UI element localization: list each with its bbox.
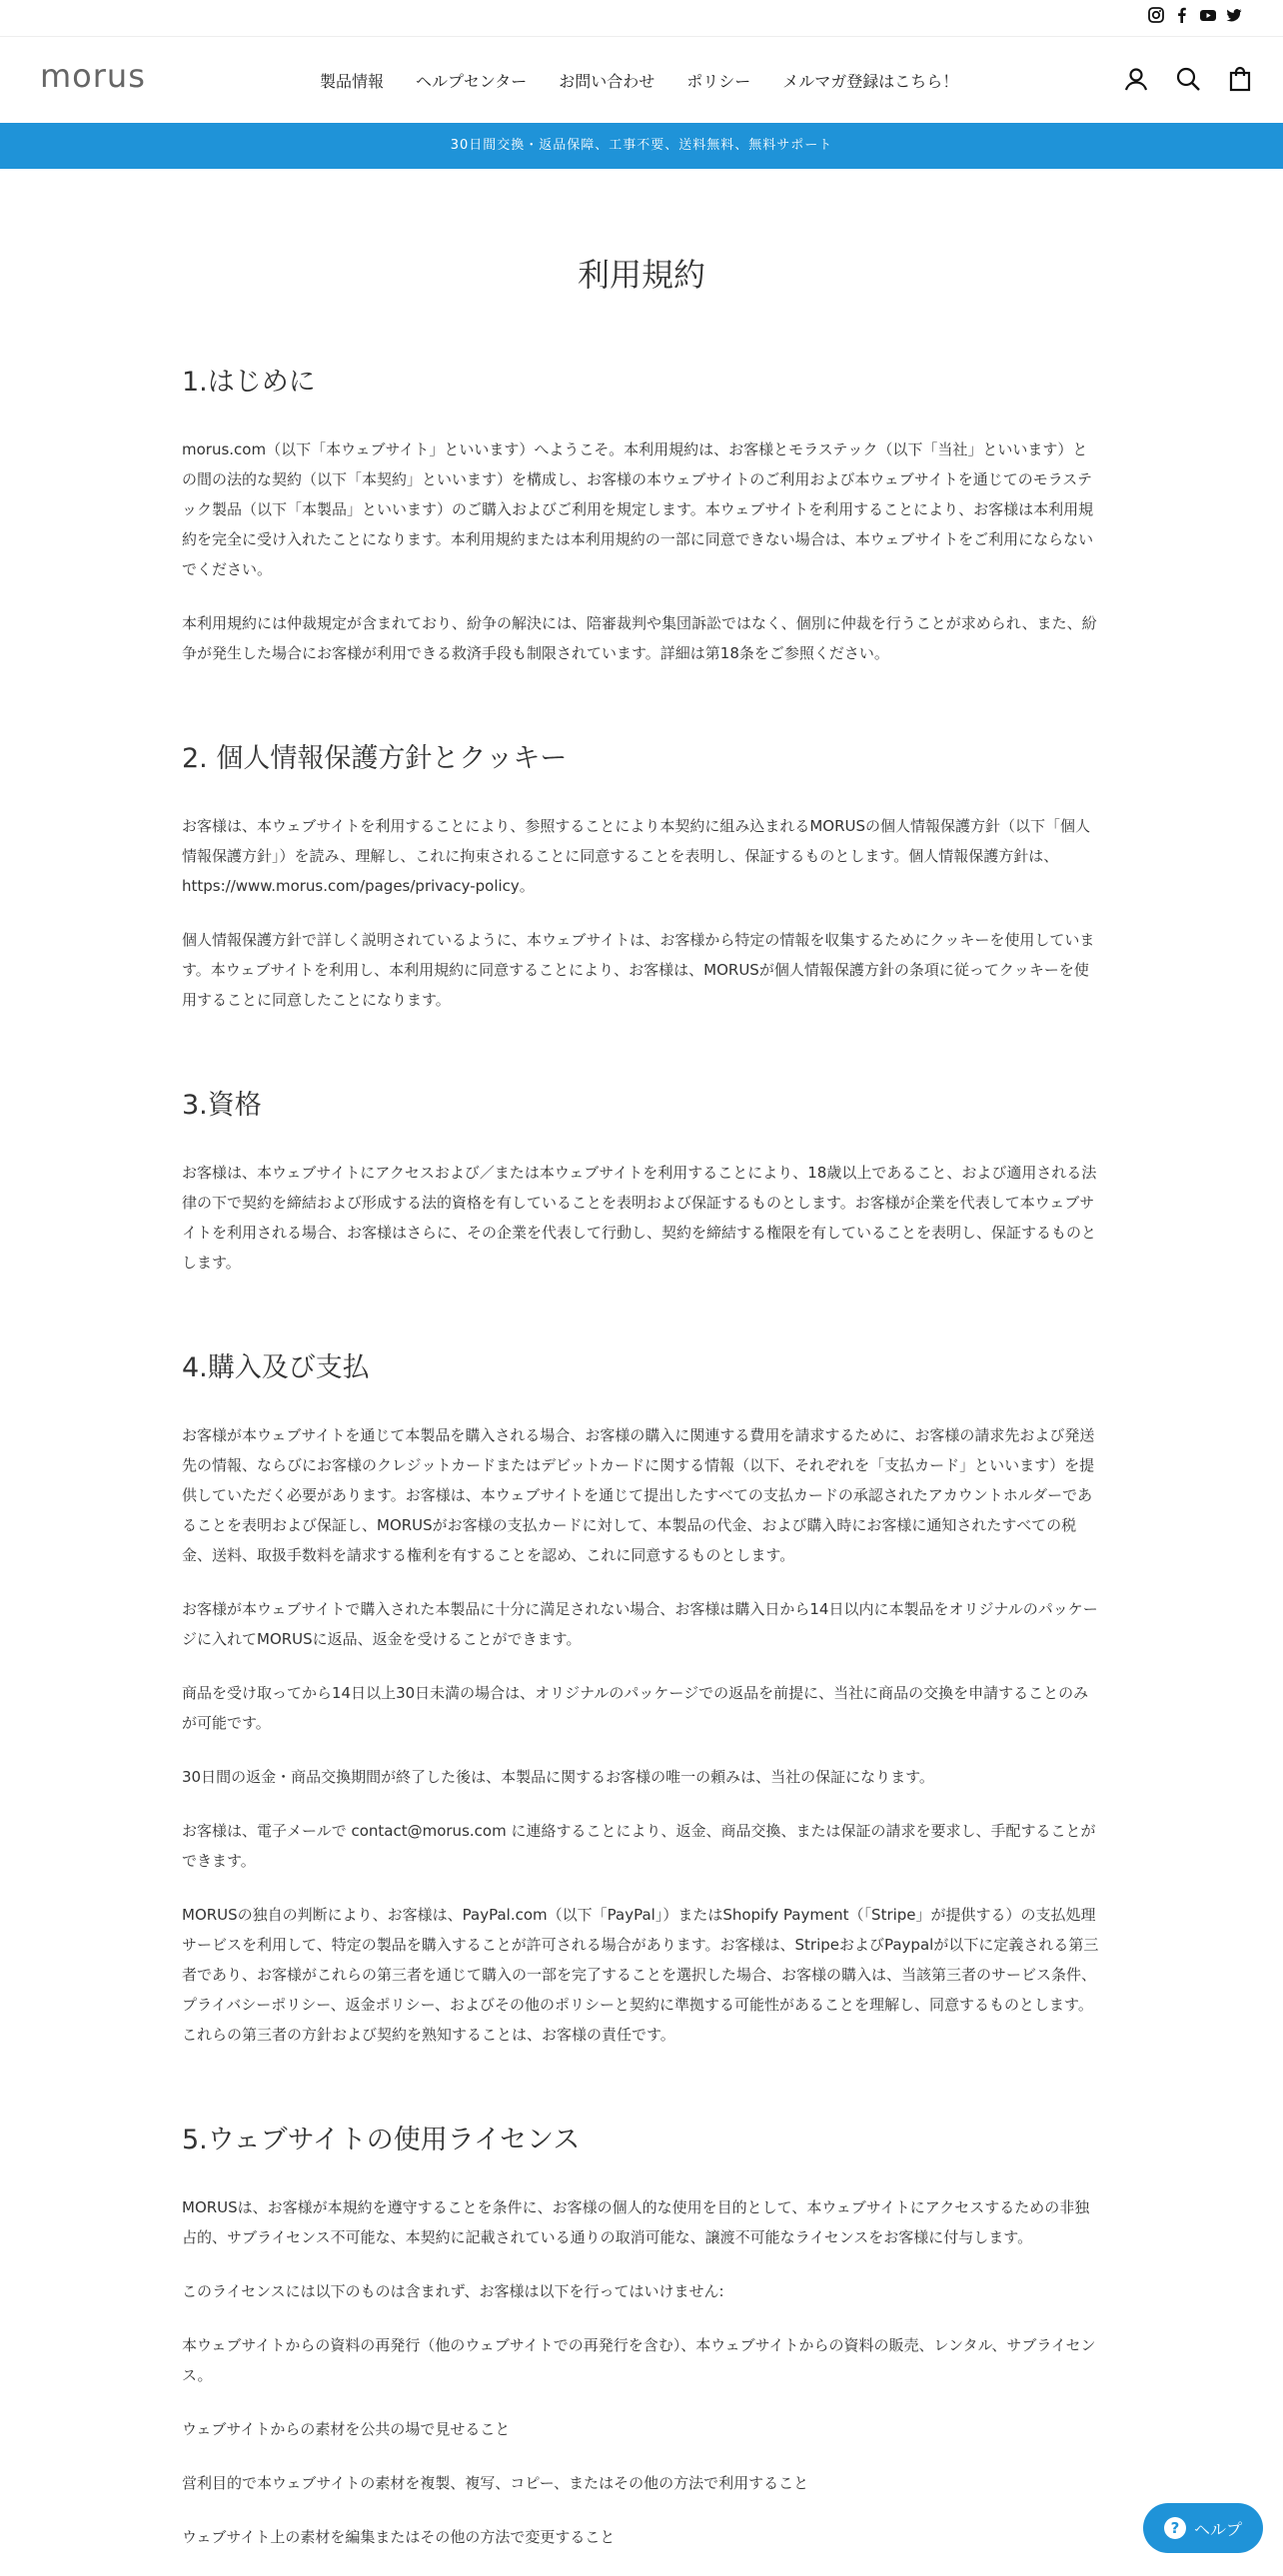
nav-item-policy[interactable]: ポリシー bbox=[686, 72, 751, 91]
paragraph: お客様が本ウェブサイトを通じて本製品を購入される場合、お客様の購入に関連する費用を請求するために、お客様の請求先および発送先の情報、ならびにお客様のクレジットカードまたはデビットカードに関する情報（以下、それぞれを「支払カード」といいます）を提供していただく必要があります。お客様は、本ウェブサイトを通じて提出したすべての支払カードの承認されたアカウントホルダーであることを表明および保証し、MORUSがお客様の支払カードに対して、本製品の代金、および購入時にお客様に通知されたすべての税金、送料、取扱手数料を請求する権利を有することを認め、これに同意するものとします。 bbox=[182, 1426, 1095, 1564]
paragraph: お客様が本ウェブサイトで購入された本製品に十分に満足されない場合、お客様は購入日から14日以内に本製品をオリジナルのパッケージに入れてMORUSに返品、返金を受けることができます。 bbox=[182, 1600, 1098, 1648]
header-actions bbox=[1121, 64, 1255, 94]
social-links bbox=[1147, 6, 1243, 26]
page-title: 利用規約 bbox=[577, 256, 705, 294]
section-heading: 4.購入及び支払 bbox=[182, 1352, 370, 1383]
paragraph: 本ウェブサイトからの資料の再発行（他のウェブサイトでの再発行を含む）、本ウェブサイトからの資料の販売、レンタル、サブライセンス。 bbox=[182, 2336, 1096, 2384]
site-logo[interactable]: morus bbox=[40, 57, 146, 95]
paragraph: 個人情報保護方針で詳しく説明されているように、本ウェブサイトは、お客様から特定の情報を収集するためにクッキーを使用しています。本ウェブサイトを利用し、本利用規約に同意することにより、お客様は、MORUSが個人情報保護方針の条項に従ってクッキーを使用することに同意したことになります。 bbox=[182, 931, 1095, 1009]
paragraph: 本利用規約には仲裁規定が含まれており、紛争の解決には、陪審裁判や集団訴訟ではなく、個別に仲裁を行うことが求められ、また、紛争が発生した場合にお客様が利用できる救済手段も制限されています。詳細は第18条をご参照ください。 bbox=[182, 614, 1097, 662]
paragraph: 営利目的で本ウェブサイトの素材を複製、複写、コピー、またはその他の方法で利用すること bbox=[182, 2474, 809, 2492]
section-heading: 1.はじめに bbox=[182, 367, 316, 398]
paragraph: MORUSは、お客様が本規約を遵守することを条件に、お客様の個人的な使用を目的として、本ウェブサイトにアクセスするための非独占的、サブライセンス不可能な、本契約に記載されている通りの取消可能な、譲渡不可能なライセンスをお客様に付与します。 bbox=[182, 2198, 1090, 2246]
help-button[interactable] bbox=[1143, 2503, 1263, 2553]
site-header bbox=[0, 37, 1283, 123]
paragraph: このライセンスには以下のものは含まれず、お客様は以下を行ってはいけません: bbox=[182, 2282, 724, 2300]
promo-banner[interactable]: 30日間交換・返品保障、工事不要、送料無料、無料サポート bbox=[0, 123, 1283, 169]
cart-icon[interactable] bbox=[1225, 64, 1255, 94]
search-icon[interactable] bbox=[1173, 64, 1203, 94]
twitter-icon[interactable] bbox=[1225, 6, 1243, 26]
paragraph: morus.com（以下「本ウェブサイト」といいます）へようこそ。本利用規約は、お客様とモラステック（以下「当社」といいます）との間の法的な契約（以下「本契約」といいます）を構成し、お客様の本ウェブサイトのご利用および本ウェブサイトを通じてのモラステック製品（以下「本製品」といいます）のご購入およびご利用を規定します。本ウェブサイトを利用することにより、お客様は本利用規約を完全に受け入れたことになります。本利用規約または本利用規約の一部に同意できない場合は、本ウェブサイトをご利用にならないでください。 bbox=[182, 440, 1094, 578]
nav-item-contact[interactable]: お問い合わせ bbox=[559, 72, 655, 91]
paragraph: ウェブサイト上の素材を編集またはその他の方法で変更すること bbox=[182, 2528, 616, 2546]
section-heading: 5.ウェブサイトの使用ライセンス bbox=[182, 2125, 581, 2155]
user-icon[interactable] bbox=[1121, 64, 1151, 94]
youtube-icon[interactable] bbox=[1199, 6, 1217, 26]
instagram-icon[interactable] bbox=[1147, 6, 1165, 26]
main-nav bbox=[320, 69, 958, 92]
top-utility-bar bbox=[0, 0, 1283, 37]
facebook-icon[interactable] bbox=[1173, 6, 1191, 26]
section-heading: 2. 個人情報保護方針とクッキー bbox=[182, 743, 568, 774]
help-question-icon: ? bbox=[1164, 2517, 1186, 2539]
paragraph: お客様は、本ウェブサイトにアクセスおよび／または本ウェブサイトを利用することにより、18歳以上であること、および適用される法律の下で契約を締結および形成する法的資格を有していることを表明および保証するものとします。お客様が企業を代表して本ウェブサイトを利用される場合、お客様はさらに、その企業を代表して行動し、契約を締結する権限を有していることを表明し、保証するものとします。 bbox=[182, 1164, 1097, 1272]
nav-item-help-center[interactable]: ヘルプセンター bbox=[416, 72, 528, 91]
main-content bbox=[182, 169, 1101, 2576]
paragraph: MORUSの独自の判断により、お客様は、PayPal.com（以下「PayPal」）またはShopify Payment（「Stripe」が提供する）の支払処理サービスを利用して、特定の製品を購入することが許可される場合があります。お客様は、StripeおよびPaypalが以下に定義される第三者であり、お客様がこれらの第三者を通じて購入の一部を完了することを選択した場合、お客様の購入は、当該第三者のサービス条件、プライバシーポリシー、返金ポリシー、およびその他のポリシーと契約に準拠する可能性があることを理解し、同意するものとします。これらの第三者の方針および契約を熟知することは、お客様の責任です。 bbox=[182, 1906, 1099, 2044]
section-heading: 3.資格 bbox=[182, 1090, 262, 1121]
paragraph: お客様は、本ウェブサイトを利用することにより、参照することにより本契約に組み込まれるMORUSの個人情報保護方針（以下「個人情報保護方針」）を読み、理解し、これに拘束されることに同意することを表明し、保証するものとします。個人情報保護方針は、https://www.morus.com/pages/privacy-policy。 bbox=[182, 817, 1091, 895]
help-button-label: ヘルプ bbox=[1193, 2519, 1242, 2539]
paragraph: 商品を受け取ってから14日以上30日未満の場合は、オリジナルのパッケージでの返品を前提に、当社に商品の交換を申請することのみが可能です。 bbox=[182, 1684, 1089, 1732]
nav-item-products[interactable]: 製品情報 bbox=[320, 72, 385, 91]
paragraph: 30日間の返金・商品交換期間が終了した後は、本製品に関するお客様の唯一の頼みは、当社の保証になります。 bbox=[182, 1768, 934, 1786]
paragraph: ウェブサイトからの素材を公共の場で見せること bbox=[182, 2420, 511, 2438]
nav-item-newsletter[interactable]: メルマガ登録はこちら！ bbox=[782, 72, 959, 91]
paragraph: お客様は、電子メールで contact@morus.com に連絡することにより、返金、商品交換、または保証の請求を要求し、手配することができます。 bbox=[182, 1822, 1096, 1870]
